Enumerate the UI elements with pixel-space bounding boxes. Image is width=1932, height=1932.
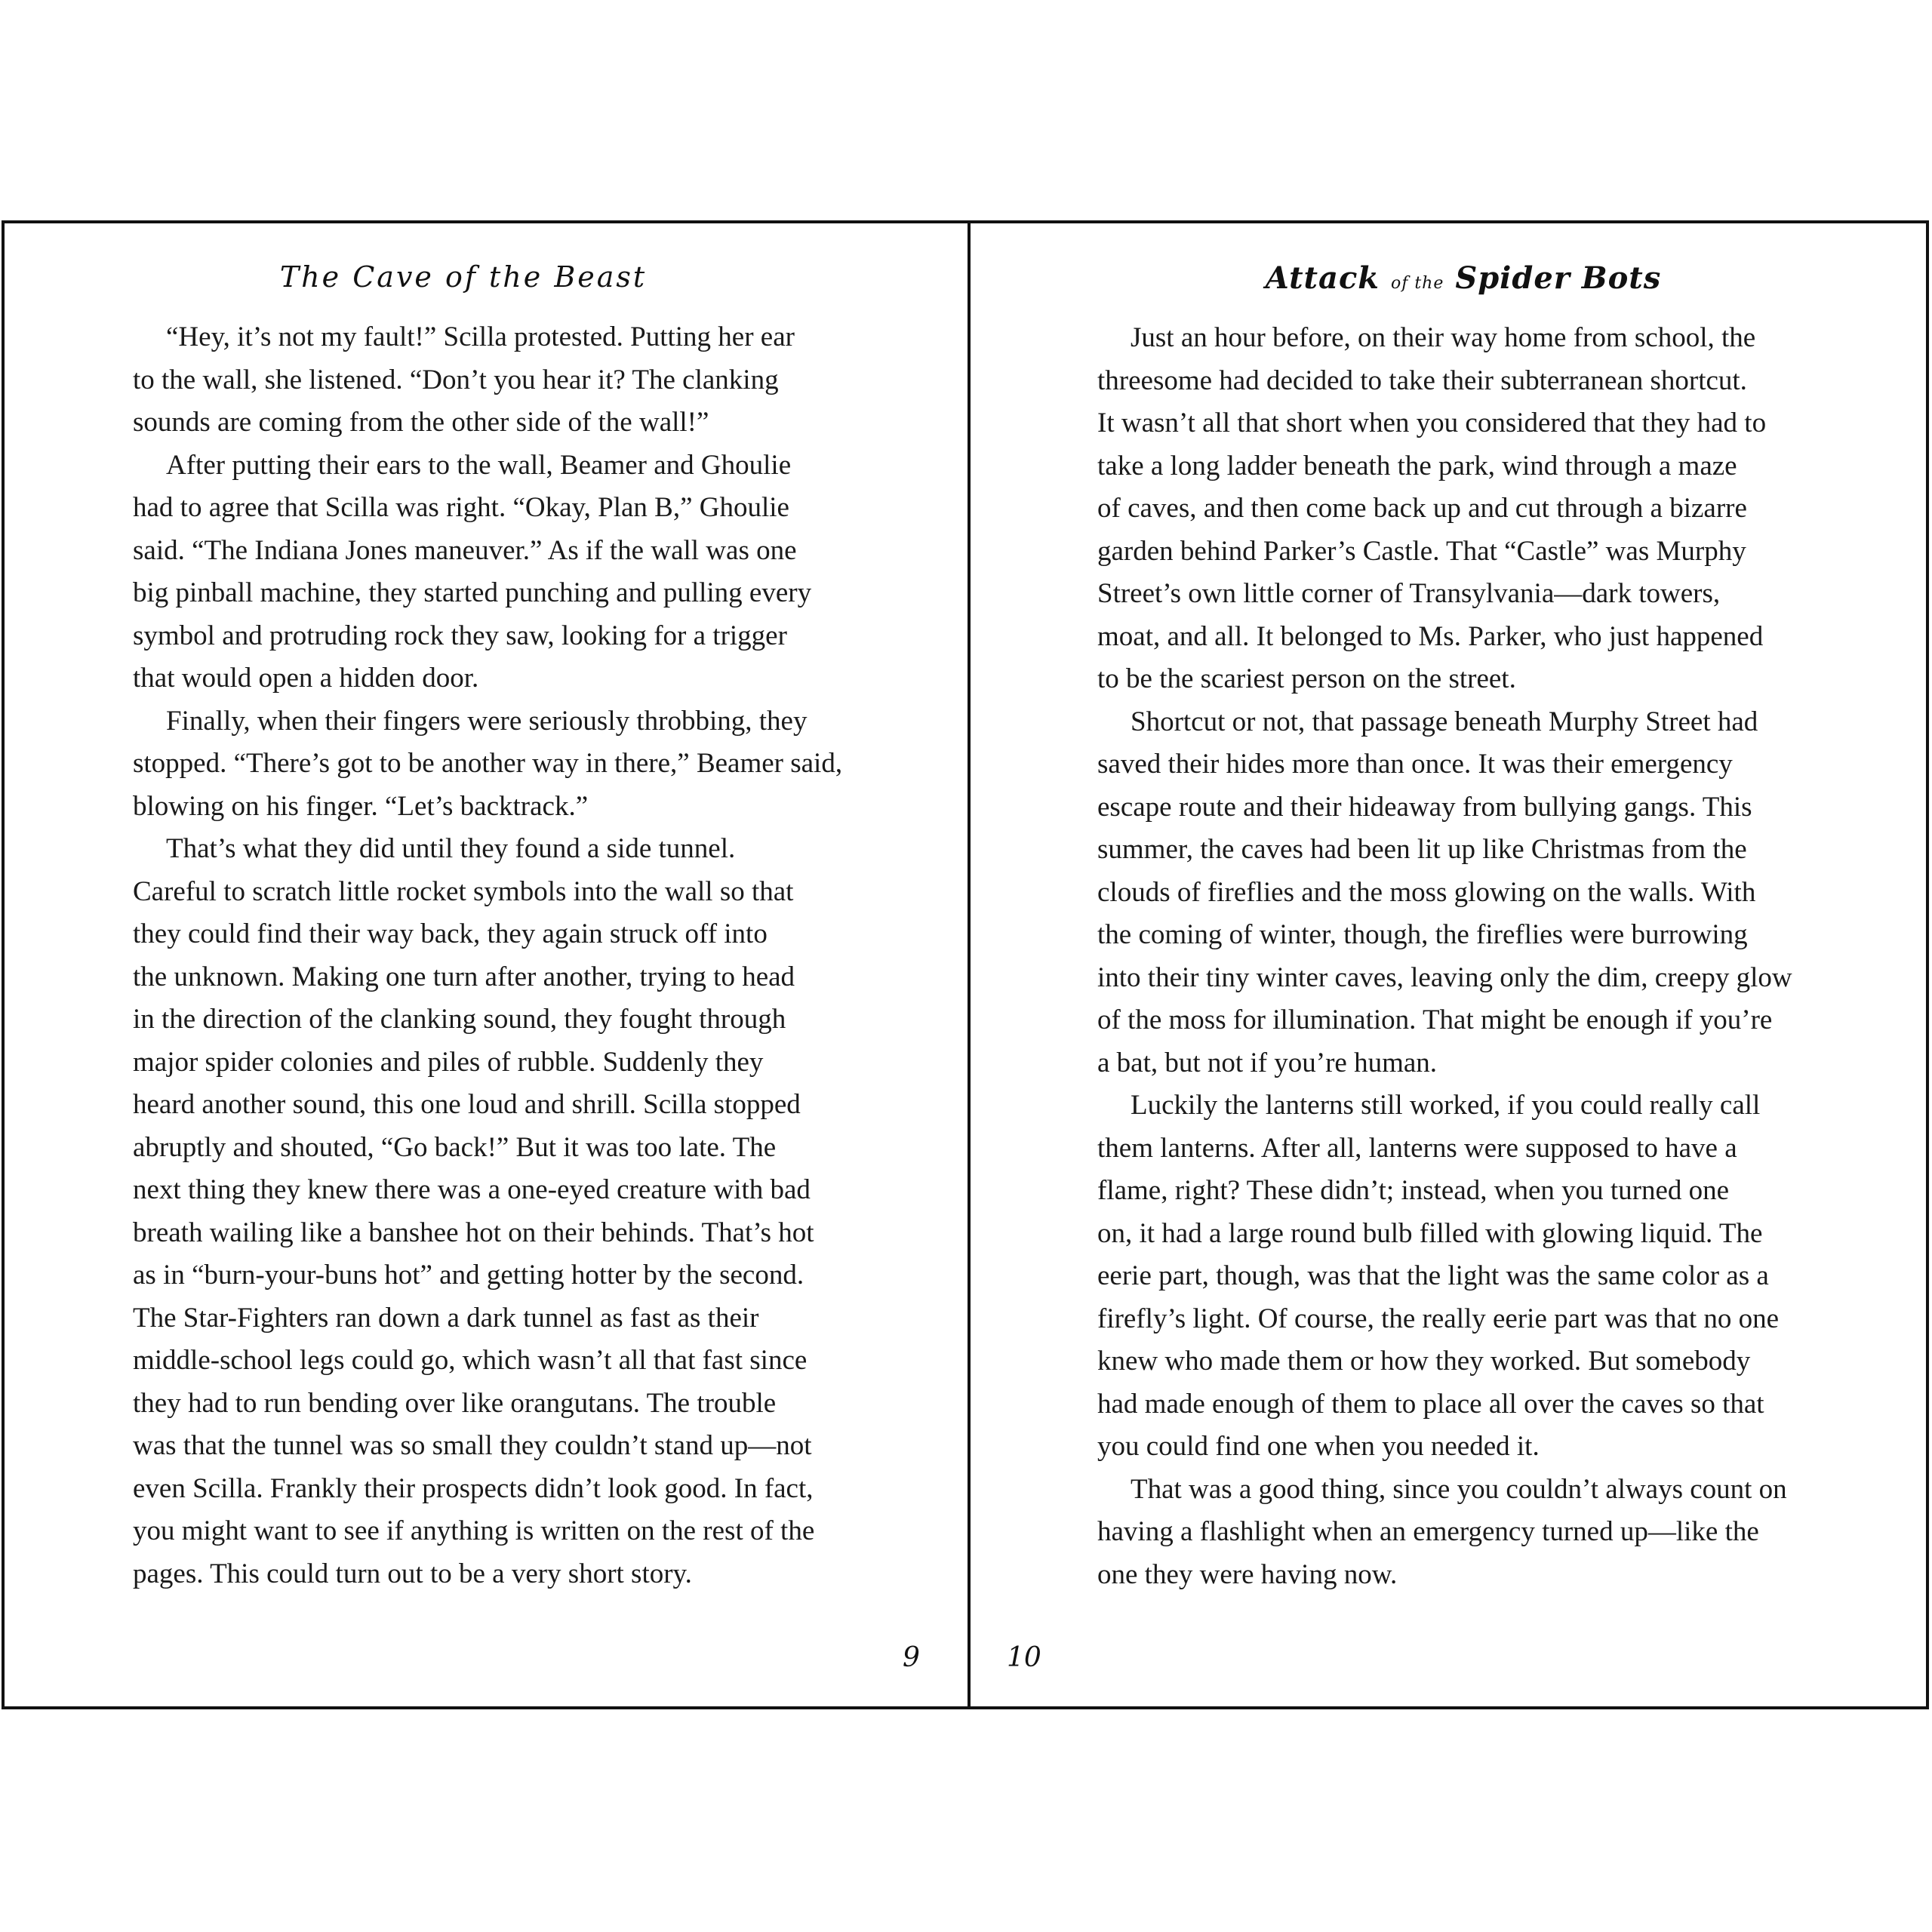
text-line: the coming of winter, though, the fireflies were burrowing bbox=[1097, 919, 1748, 950]
text-line: you might want to see if anything is written on the rest of the bbox=[133, 1515, 815, 1546]
running-head-word-spider-bots: Spider Bots bbox=[1455, 260, 1662, 296]
text-line: them lanterns. After all, lanterns were supposed to have a bbox=[1097, 1132, 1737, 1164]
text-line: take a long ladder beneath the park, wind through a maze bbox=[1097, 450, 1737, 481]
left-page-number: 9 bbox=[903, 1642, 920, 1673]
right-body-text bbox=[1097, 317, 1860, 1596]
text-line: a bat, but not if you’re human. bbox=[1097, 1047, 1438, 1078]
right-running-head bbox=[1001, 260, 1926, 296]
text-line: summer, the caves had been lit up like Christmas from the bbox=[1097, 834, 1747, 865]
text-line: Luckily the lanterns still worked, if you could really call bbox=[1131, 1090, 1761, 1121]
text-line: you could find one when you needed it. bbox=[1097, 1431, 1540, 1462]
text-line: one they were having now. bbox=[1097, 1558, 1398, 1590]
right-page-number: 10 bbox=[1007, 1642, 1041, 1673]
text-line: big pinball machine, they started punching and pulling every bbox=[133, 577, 812, 608]
book-spread bbox=[2, 220, 1929, 1709]
text-line: escape route and their hideaway from bullying gangs. This bbox=[1097, 791, 1752, 823]
text-line: It wasn’t all that short when you considered that they had to bbox=[1097, 408, 1767, 438]
left-page bbox=[5, 223, 971, 1706]
text-line: said. “The Indiana Jones maneuver.” As if the wall was one bbox=[133, 534, 797, 566]
text-line: the unknown. Making one turn after another, trying to head bbox=[133, 961, 795, 992]
text-line: middle-school legs could go, which wasn’t all that fast since bbox=[133, 1345, 808, 1376]
text-line: That’s what they did until they found a side tunnel. bbox=[166, 833, 736, 864]
running-head-word-attack: Attack bbox=[1265, 260, 1380, 296]
text-line: that would open a hidden door. bbox=[133, 663, 479, 694]
text-line: they had to run bending over like orangutans. The trouble bbox=[133, 1387, 777, 1419]
text-line: The Star-Fighters ran down a dark tunnel as fast as their bbox=[133, 1302, 759, 1334]
text-line: eerie part, though, was that the light was the same color as a bbox=[1097, 1260, 1769, 1291]
text-line: stopped. “There’s got to be another way in there,” Beamer said, bbox=[133, 748, 843, 779]
text-line: garden behind Parker’s Castle. That “Castle” was Murphy bbox=[1097, 535, 1746, 567]
text-line: knew who made them or how they worked. But somebody bbox=[1097, 1346, 1751, 1377]
text-line: they could find their way back, they again struck off into bbox=[133, 918, 768, 949]
text-line: Careful to scratch little rocket symbols into the wall so that bbox=[133, 875, 794, 907]
text-line: in the direction of the clanking sound, they fought through bbox=[133, 1004, 786, 1035]
left-running-head: The Cave of the Beast bbox=[279, 260, 648, 294]
text-line: symbol and protruding rock they saw, looking for a trigger bbox=[133, 620, 787, 651]
text-line: Shortcut or not, that passage beneath Murphy Street had bbox=[1131, 706, 1758, 737]
text-line: was that the tunnel was so small they couldn’t stand up—not bbox=[133, 1430, 812, 1461]
text-line: major spider colonies and piles of rubble. Suddenly they bbox=[133, 1046, 764, 1078]
text-line: of the moss for illumination. That might be enough if you’re bbox=[1097, 1004, 1773, 1035]
text-line: even Scilla. Frankly their prospects didn’t look good. In fact, bbox=[133, 1472, 814, 1504]
right-page bbox=[971, 223, 1926, 1706]
text-line: blowing on his finger. “Let’s backtrack.” bbox=[133, 790, 589, 822]
text-line: “Hey, it’s not my fault!” Scilla protested. Putting her ear bbox=[166, 321, 795, 352]
text-line: Just an hour before, on their way home from school, the bbox=[1131, 322, 1756, 353]
text-line: on, it had a large round bulb filled with glowing liquid. The bbox=[1097, 1217, 1763, 1249]
text-line: Street’s own little corner of Transylvania—dark towers, bbox=[1097, 578, 1721, 609]
text-line: to the wall, she listened. “Don’t you hear it? The clanking bbox=[133, 364, 779, 395]
text-line: That was a good thing, since you couldn’t always count on bbox=[1131, 1473, 1787, 1505]
left-body-text bbox=[133, 316, 895, 1595]
text-line: sounds are coming from the other side of the wall!” bbox=[133, 407, 709, 438]
text-line: had to agree that Scilla was right. “Okay, Plan B,” Ghoulie bbox=[133, 492, 789, 523]
text-line: abruptly and shouted, “Go back!” But it was too late. The bbox=[133, 1131, 777, 1163]
text-line: of caves, and then come back up and cut through a bizarre bbox=[1097, 493, 1747, 524]
text-line: had made enough of them to place all over the caves so that bbox=[1097, 1388, 1764, 1420]
text-line: threesome had decided to take their subterranean shortcut. bbox=[1097, 365, 1747, 396]
text-line: moat, and all. It belonged to Ms. Parker, who just happened bbox=[1097, 620, 1764, 652]
text-line: firefly’s light. Of course, the really eerie part was that no one bbox=[1097, 1303, 1780, 1334]
text-line: breath wailing like a banshee hot on their behinds. That’s hot bbox=[133, 1217, 814, 1248]
text-line: pages. This could turn out to be a very short story. bbox=[133, 1558, 692, 1589]
text-line: as in “burn-your-buns hot” and getting hotter by the second. bbox=[133, 1260, 804, 1291]
text-line: next thing they knew there was a one-eyed creature with bad bbox=[133, 1174, 811, 1205]
text-line: Finally, when their fingers were seriously throbbing, they bbox=[166, 705, 808, 737]
text-line: clouds of fireflies and the moss glowing on the walls. With bbox=[1097, 876, 1756, 908]
running-head-word-of-the: of the bbox=[1390, 274, 1444, 293]
text-line: saved their hides more than once. It was their emergency bbox=[1097, 749, 1733, 780]
text-line: heard another sound, this one loud and shrill. Scilla stopped bbox=[133, 1089, 801, 1120]
text-line: having a flashlight when an emergency turned up—like the bbox=[1097, 1516, 1759, 1547]
text-line: into their tiny winter caves, leaving only the dim, creepy glow bbox=[1097, 961, 1792, 993]
text-line: flame, right? These didn’t; instead, when you turned one bbox=[1097, 1175, 1730, 1206]
text-line: After putting their ears to the wall, Beamer and Ghoulie bbox=[166, 449, 792, 481]
text-line: to be the scariest person on the street. bbox=[1097, 663, 1516, 694]
